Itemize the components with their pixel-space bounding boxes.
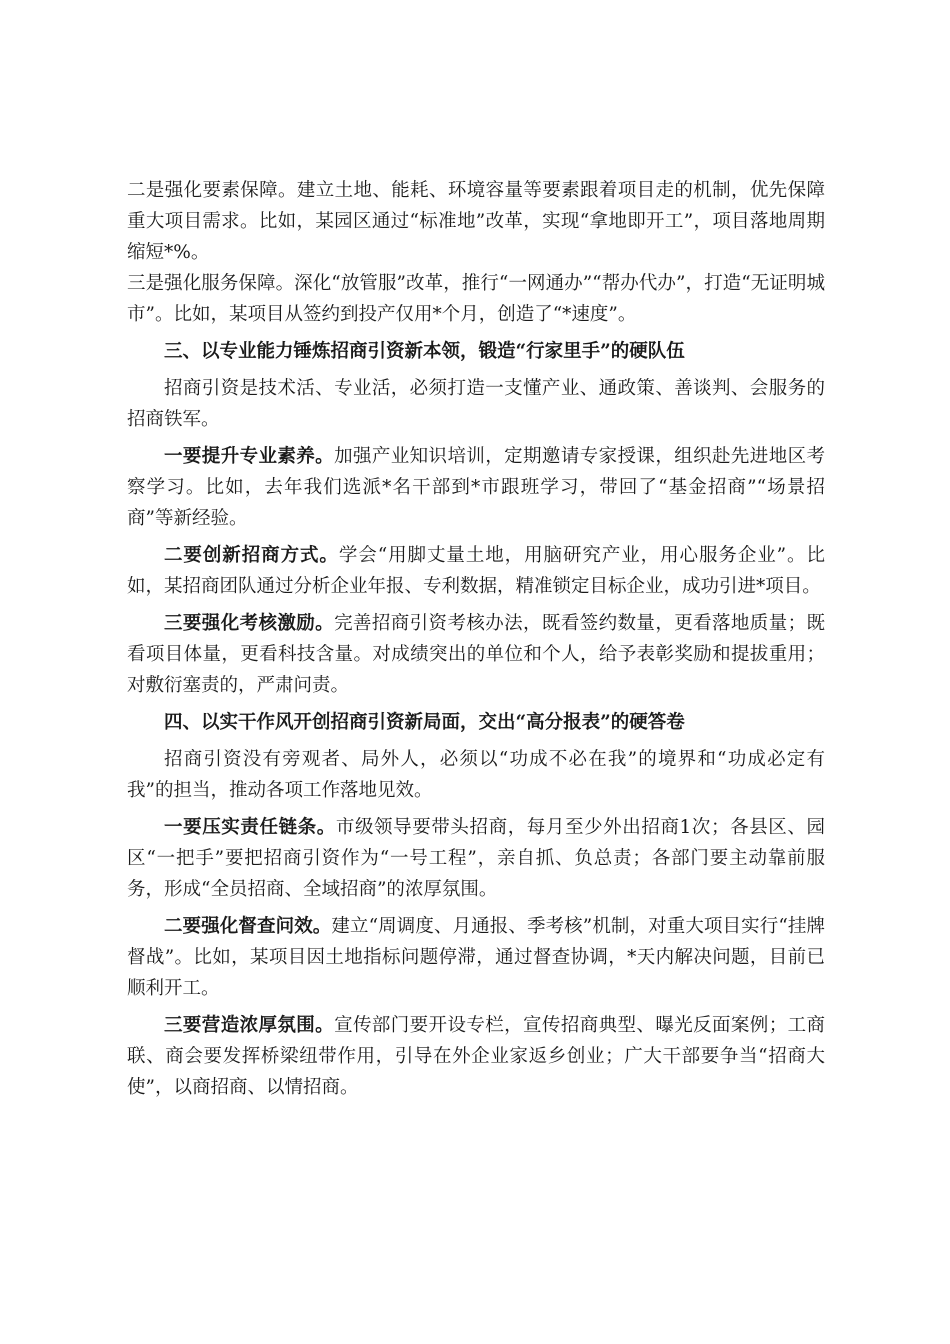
paragraph-lead: 二要创新招商方式。 xyxy=(164,545,339,566)
paragraph-lead: 一要压实责任链条。 xyxy=(164,817,336,838)
section-heading-4: 四、以实干作风开创招商引资新局面，交出“高分报表”的硬答卷 xyxy=(164,712,685,733)
paragraph-body: 学会“用脚丈量土地，用脑研究产业，用心服务企业”。比如，某招商团队通过分析企业年报、专利数据，精准锁定目标企业，成功引进*项目。 xyxy=(127,545,825,597)
paragraph-section-3-intro: 招商引资是技术活、专业活，必须打造一支懂产业、通政策、善谈判、会服务的招商铁军。 xyxy=(127,378,825,430)
paragraph-lead: 三要强化考核激励。 xyxy=(164,613,335,634)
paragraph-body: 市级领导要带头招商，每月至少外出招商1次；各县区、园区“一把手”要把招商引资作为“一号工程”，亲自抓、负总责；各部门要主动靠前服务，形成“全员招商、全域招商”的浓厚氛围。 xyxy=(127,817,825,900)
document-page xyxy=(127,175,825,1103)
paragraph-lead: 一要提升专业素养。 xyxy=(164,446,335,467)
paragraph-atmosphere xyxy=(127,1010,825,1103)
paragraph-supervision xyxy=(127,911,825,1004)
paragraph-responsibility-chain xyxy=(127,812,825,905)
paragraph-innovate-methods xyxy=(127,540,825,602)
paragraph-body: 加强产业知识培训，定期邀请专家授课，组织赴先进地区考察学习。比如，去年我们选派*名干部到*市跟班学习，带回了“基金招商”“场景招商”等新经验。 xyxy=(127,446,825,529)
paragraph-body: 宣传部门要开设专栏，宣传招商典型、曝光反面案例；工商联、商会要发挥桥梁纽带作用，引导在外企业家返乡创业；广大干部要争当“招商大使”，以商招商、以情招商。 xyxy=(127,1015,825,1098)
paragraph-lead: 二要强化督查问效。 xyxy=(164,916,332,937)
paragraph-element-guarantee: 二是强化要素保障。建立土地、能耗、环境容量等要素跟着项目走的机制，优先保障重大项目需求。比如，某园区通过“标准地”改革，实现“拿地即开工”，项目落地周期缩短*%。 xyxy=(127,180,825,263)
paragraph-assessment-incentive xyxy=(127,608,825,701)
paragraph-service-guarantee: 三是强化服务保障。深化“放管服”改革，推行“一网通办”“帮办代办”，打造“无证明城市”。比如，某项目从签约到投产仅用*个月，创造了“*速度”。 xyxy=(127,273,825,325)
paragraph-body: 建立“周调度、月通报、季考核”机制，对重大项目实行“挂牌督战”。比如，某项目因土地指标问题停滞，通过督查协调，*天内解决问题，目前已顺利开工。 xyxy=(127,916,825,999)
section-heading-3: 三、以专业能力锤炼招商引资新本领，锻造“行家里手”的硬队伍 xyxy=(164,341,685,362)
paragraph-body: 完善招商引资考核办法，既看签约数量，更看落地质量；既看项目体量，更看科技含量。对成绩突出的单位和个人，给予表彰奖励和提拔重用；对敷衍塞责的，严肃问责。 xyxy=(127,613,825,696)
paragraph-lead: 三要营造浓厚氛围。 xyxy=(164,1015,335,1036)
paragraph-professional-quality xyxy=(127,441,825,534)
paragraph-section-4-intro: 招商引资没有旁观者、局外人，必须以“功成不必在我”的境界和“功成必定有我”的担当，推动各项工作落地见效。 xyxy=(127,749,825,801)
